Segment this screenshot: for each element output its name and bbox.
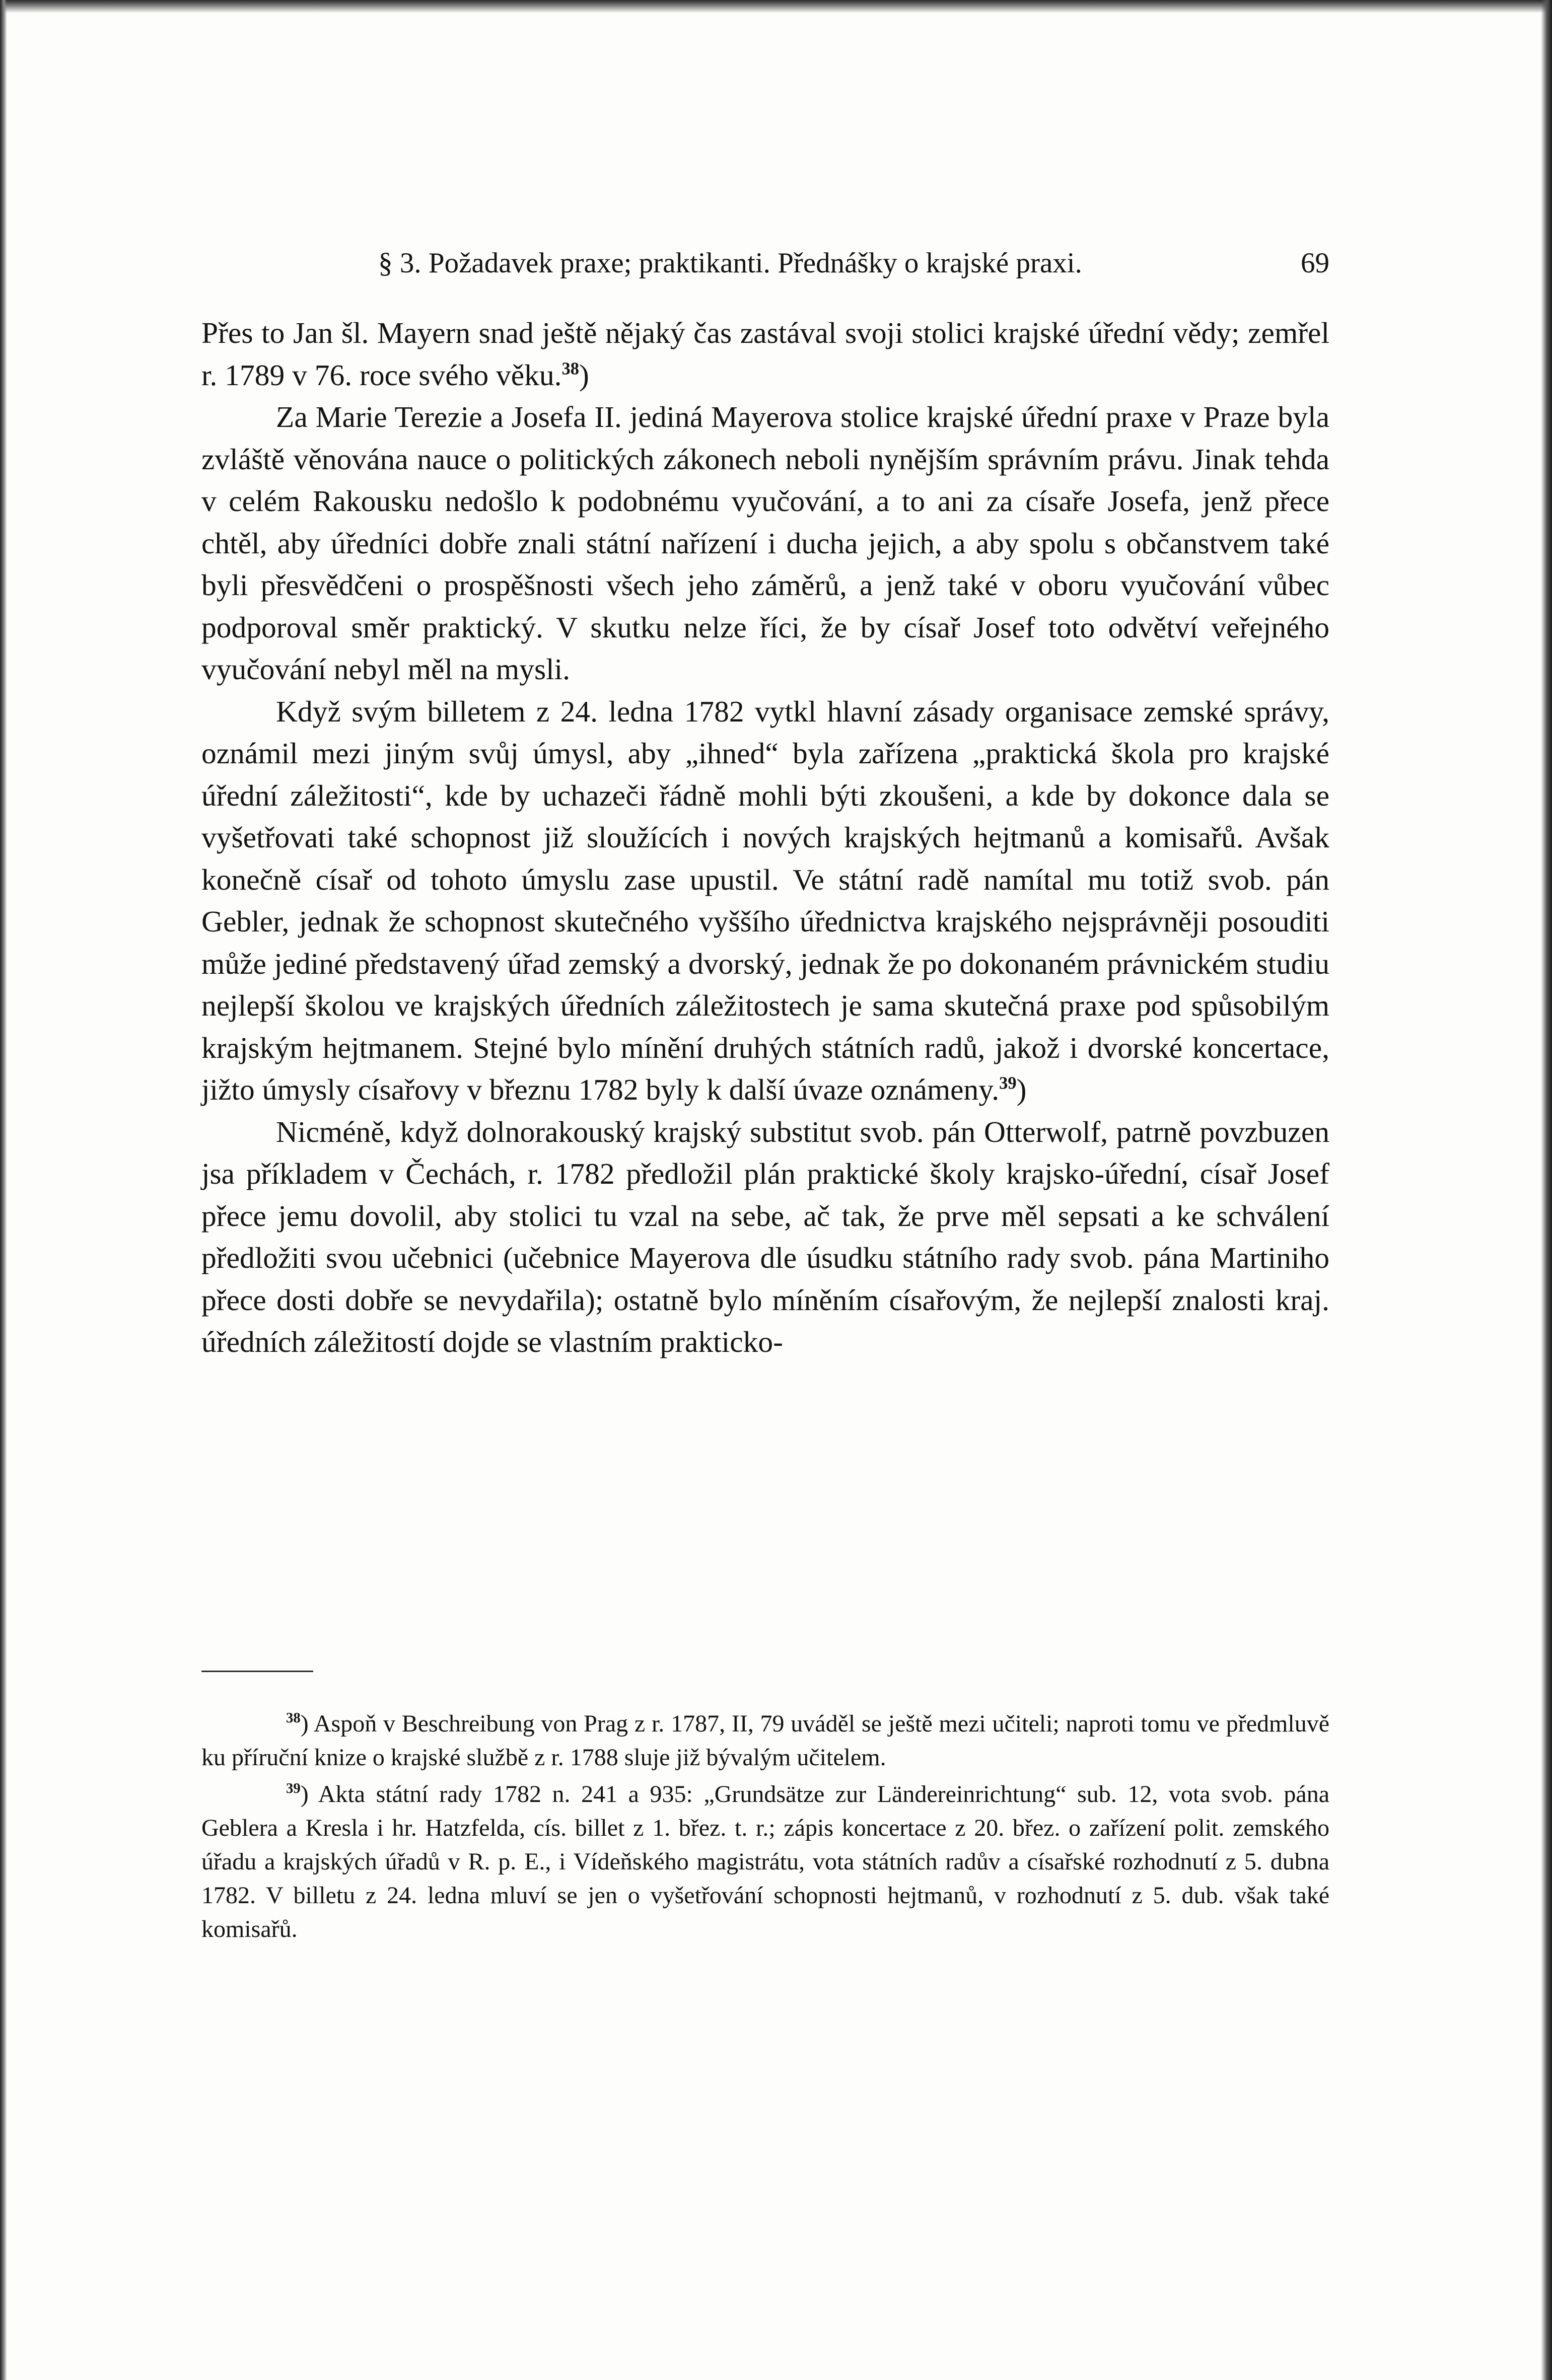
- running-head: [201, 247, 1329, 292]
- footnote-39: [201, 1777, 1329, 1946]
- footnote-38: [201, 1707, 1329, 1774]
- paragraph-2-text: Za Marie Terezie a Josefa II. jediná Mayerova stolice krajské úřední praxe v Praze byla zvláště věnována nauce o politických zákonech neboli nynějším správním právu. Jinak tehda v celém Rakousku nedošlo k podobnému vyučování, a to ani za císaře Josefa, jenž přece chtěl, aby úředníci dobře znali státní nařízení i ducha jejich, a aby spolu s občanstvem také byli přesvědčeni o prospěšnosti všech jeho záměrů, a jenž také v oboru vyučování vůbec podporoval směr praktický. V skutku nelze říci, že by císař Josef toto odvětví veřejného vyučování nebyl měl na mysli.: [201, 400, 1329, 686]
- footnote-ref-39: 39: [999, 1073, 1017, 1093]
- paragraph-1: [201, 312, 1329, 396]
- paragraph-1-text: Přes to Jan šl. Mayern snad ještě nějaký čas zastával svoji stolici krajské úřední vědy; zemřel r. 1789 v 76. roce svého věku.: [201, 316, 1329, 392]
- footnote-ref-38: 38: [561, 359, 580, 379]
- page-scan-edge-left: [0, 0, 7, 2380]
- paragraph-3: [201, 691, 1329, 1111]
- page-scan-edge-right: [1541, 0, 1552, 2380]
- paragraph-2: [201, 396, 1329, 691]
- body-text: [201, 312, 1329, 1363]
- paragraph-3-text: Když svým billetem z 24. ledna 1782 vytkl hlavní zásady organisace zemské správy, oznámil mezi jiným svůj úmysl, aby „ihned“ byla zařízena „praktická škola pro krajské úřední záležitosti“, kde by uchazeči řádně mohli býti zkoušeni, a kde by dokonce dala se vyšetřovati také schopnost již sloužících i nových krajských hejtmanů a komisařů. Avšak konečně císař od tohoto úmyslu zase upustil. Ve státní radě namítal mu totiž svob. pán Gebler, jednak že schopnost skutečného vyššího úřednictva krajského nejsprávněji posouditi může jediné představený úřad zemský a dvorský, jednak že po dokonaném právnickém studiu nejlepší školou ve krajských úředních záležitostech je sama skutečná praxe pod spůsobilým krajským hejtmanem. Stejné bylo mínění druhých státních radů, jakož i dvorské koncertace, jižto úmysly císařovy v březnu 1782 byly k další úvaze oznámeny.: [201, 694, 1329, 1106]
- running-head-title: § 3. Požadavek praxe; praktikanti. Přednášky o krajské praxi.: [378, 247, 1082, 279]
- footnote-39-mark: 39: [286, 1780, 301, 1797]
- paragraph-4: [201, 1111, 1329, 1363]
- footnote-divider: [201, 1671, 313, 1672]
- footnote-39-text: ) Akta státní rady 1782 n. 241 a 935: „Grundsätze zur Ländereinrichtung“ sub. 12, vota svob. pána Geblera a Kresla i hr. Hatzfelda, cís. billet z 1. břez. t. r.; zápis koncertace z 20. břez. o zařízení polit. zemského úřadu a krajských úřadů v R. p. E., i Vídeňského magistrátu, vota státních radův a císařské rozhodnutí z 5. dubna 1782. V billetu z 24. ledna mluví se jen o vyšetřování schopnosti hejtmanů, v rozhodnutí z 5. dub. však také komisařů.: [201, 1781, 1329, 1942]
- paragraph-4-text: Nicméně, když dolnorakouský krajský substitut svob. pán Otterwolf, patrně povzbuzen jsa příkladem v Čechách, r. 1782 předložil plán praktické školy krajsko-úřední, císař Josef přece jemu dovolil, aby stolici tu vzal na sebe, ač tak, že prve měl sepsati a ke schválení předložiti svou učebnici (učebnice Mayerova dle úsudku státního rady svob. pána Martiniho přece dosti dobře se nevydařila); ostatně bylo míněním císařovým, že nejlepší znalosti kraj. úředních záležitostí dojde se vlastním prakticko-: [201, 1115, 1329, 1358]
- footnote-38-mark: 38: [286, 1710, 301, 1726]
- footnote-ref-38-paren: ): [579, 358, 589, 392]
- page-number: 69: [1301, 247, 1329, 279]
- page-scan-edge-top: [0, 0, 1552, 13]
- footnotes: [201, 1707, 1329, 1946]
- footnote-ref-39-paren: ): [1016, 1073, 1027, 1106]
- footnote-38-text: ) Aspoň v Beschreibung von Prag z r. 1787, II, 79 uváděl se ještě mezi učiteli; naproti tomu ve předmluvě ku příruční knize o krajské službě z r. 1788 sluje již bývalým učitelem.: [201, 1710, 1329, 1771]
